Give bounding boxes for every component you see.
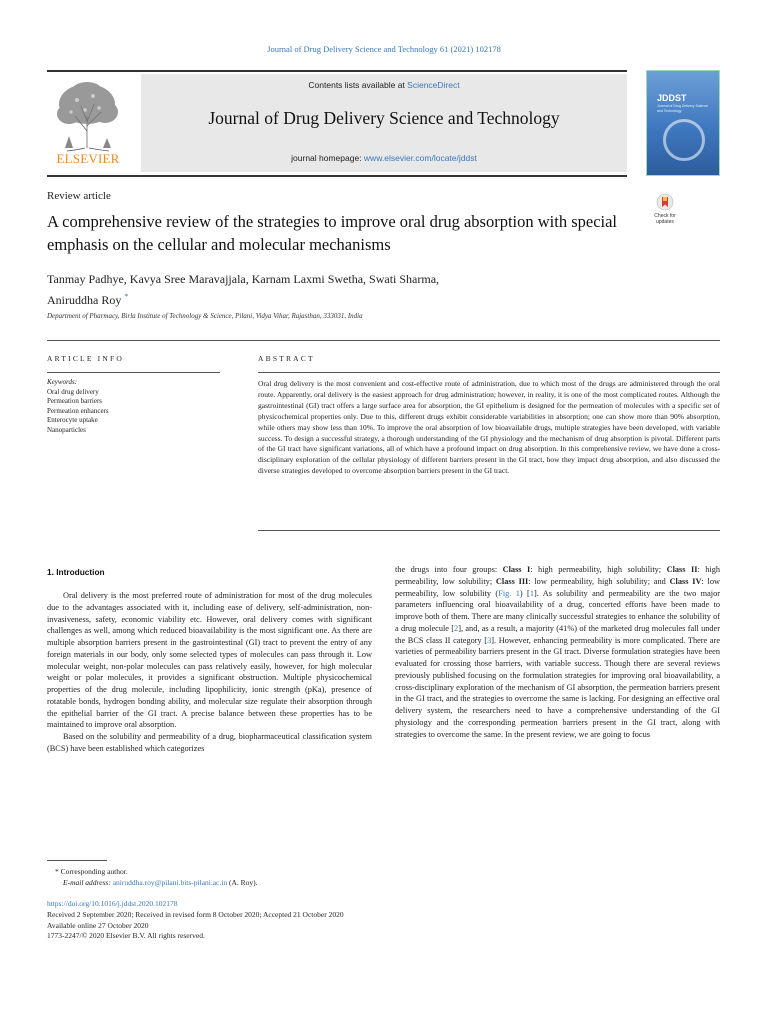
class-label: Class I bbox=[502, 565, 531, 574]
text-run: ]. As solubility and permeability are the two major parameters influencing oral bioavailability of a drug, concerted efforts have been made to improve both of them. There are many clinically successful strategies to enhance the solubility of a drug molecule [ bbox=[395, 588, 721, 633]
email-label: E-mail address: bbox=[63, 878, 111, 887]
text-run: ], and, as a result, a majority (41%) of the marketed drug molecules fall under the BCS class II category [ bbox=[395, 623, 720, 645]
class-label: Class III bbox=[495, 576, 529, 586]
received-dates: Received 2 September 2020; Received in revised form 8 October 2020; Accepted 21 October 2020 bbox=[47, 909, 344, 919]
email-note bbox=[47, 877, 697, 888]
journal-cover-thumbnail[interactable] bbox=[646, 70, 720, 176]
author-list bbox=[47, 270, 607, 309]
keyword: Oral drug delivery bbox=[47, 387, 99, 396]
keyword: Permeation enhancers bbox=[47, 406, 109, 415]
text-run: : low permeability, low solubility ( bbox=[395, 576, 720, 598]
homepage-line bbox=[141, 153, 627, 163]
corresponding-author-marker[interactable]: * bbox=[124, 292, 129, 301]
corresponding-label: Corresponding author. bbox=[60, 867, 128, 876]
article-title: A comprehensive review of the strategies to improve oral drug absorption with special emphasis on the cellular and molecular mechanisms bbox=[47, 212, 618, 254]
check-updates-label: Check for updates bbox=[654, 213, 676, 225]
keyword: Enterocyte uptake bbox=[47, 416, 98, 424]
sciencedirect-link[interactable]: ScienceDirect bbox=[407, 80, 460, 90]
article-type: Review article bbox=[47, 190, 111, 202]
keyword: Permeation barriers bbox=[47, 397, 103, 405]
cover-graphic bbox=[663, 119, 705, 161]
footnote-marker: * bbox=[55, 867, 59, 876]
authors-line-1: Tanmay Padhye, Kavya Sree Maravajjala, Karnam Laxmi Swetha, Swati Sharma, bbox=[47, 272, 440, 286]
copyright: 1773-2247/© 2020 Elsevier B.V. All rights reserved. bbox=[47, 931, 205, 941]
text-run: : high permeability, high solubility; bbox=[530, 565, 667, 574]
text-run: ]. However, enhancing permeability is more complicated. There are varieties of permeability barriers present in the GI tract. Diverse formulation strategies have been evaluated for crossing those barriers, with variable success. Though there are several reviews previously published focusing on the formulation strategies for improving oral bioavailability, a cross-disciplinary exploration of the mechanism of GI absorption, the permeation barriers present in the GI tract, and the strategies to overcome the same is lacking. For designing an effective oral delivery system, the researchers need to have a comprehensive understanding of the GI physiology and the corresponding permeation barriers present in the GI tract, along with strategies to overcome the same. In the present review, we are going to focus bbox=[395, 635, 720, 739]
article-info-heading: ARTICLE INFO bbox=[47, 354, 124, 363]
figure-link[interactable]: Fig. 1 bbox=[498, 588, 520, 598]
abstract-text: Oral drug delivery is the most convenient and cost-effective route of administration, due to which most of the drugs are administered through the oral route. Apparently, oral delivery is the easiest approach for drug administration; however, in reality, it is one of the most complicated routes. Although the gastrointestinal (GI) tract offers a large surface area for absorption, the GI epithelium is designed for the permeation of molecules with a specific set of physicochemical properties only. Due to this, different drugs exhibit considerable variabilities in absorption; one can show more than 90% absorption, while others may show less than 10%. To improve the oral absorption of low bioavailable drugs, multiple strategies have been developed, with variable success. To design a successful strategy, a thorough understanding of the GI physiology and the mechanism of drug absorption is pivotal. Different parts of the GI tract have significant variations, all of which have a profound impact on drug absorption. In this comprehensive review, we have done a cross-disciplinary exploration of the cellular physiology of different barriers present in the GI tract, how they impact drug absorption, and also discussed the diverse strategies developed to overcome absorption barriers present in the GI tract. bbox=[258, 379, 720, 476]
corresponding-note bbox=[47, 866, 697, 877]
footnote-rule bbox=[47, 860, 107, 861]
affiliation: Department of Pharmacy, Birla Institute of Technology & Science, Pilani, Vidya Vihar, Rajasthan, 333031, India bbox=[47, 312, 363, 320]
body-right-column bbox=[395, 564, 720, 740]
reference-link[interactable]: 2 bbox=[454, 623, 459, 633]
keywords-block bbox=[47, 378, 227, 435]
reference-link[interactable]: 3 bbox=[487, 635, 492, 645]
body-paragraph bbox=[395, 564, 720, 740]
doi-link[interactable]: https://doi.org/10.1016/j.jddst.2020.102178 bbox=[47, 899, 178, 908]
journal-citation: Journal of Drug Delivery Science and Technology 61 (2021) 102178 bbox=[267, 44, 501, 54]
cover-title: JDDST bbox=[657, 93, 687, 103]
available-online: Available online 27 October 2020 bbox=[47, 920, 149, 930]
class-label: Class II bbox=[666, 565, 698, 574]
homepage-prefix: journal homepage: bbox=[291, 153, 364, 163]
text-run: ) [ bbox=[519, 588, 530, 598]
text-run: the drugs into four groups: bbox=[395, 565, 503, 574]
section-heading-introduction: 1. Introduction bbox=[47, 567, 105, 577]
header-rule-top bbox=[47, 70, 627, 72]
footnotes bbox=[47, 866, 697, 888]
bookmark-ribbon-icon bbox=[656, 193, 674, 213]
contents-prefix: Contents lists available at bbox=[308, 80, 408, 90]
publication-info bbox=[47, 899, 697, 942]
email-link[interactable]: aniruddha.roy@pilani.bits-pilani.ac.in bbox=[112, 878, 228, 887]
email-suffix: (A. Roy). bbox=[228, 878, 258, 887]
header-rule-bottom bbox=[47, 175, 627, 177]
abstract-rule bbox=[258, 372, 720, 373]
journal-homepage-link[interactable]: www.elsevier.com/locate/jddst bbox=[363, 153, 477, 163]
elsevier-wordmark: ELSEVIER bbox=[56, 151, 120, 166]
contents-line bbox=[141, 80, 627, 90]
authors-line-2 bbox=[47, 288, 607, 309]
keywords-label: Keywords: bbox=[47, 378, 78, 386]
text-run: : high permeability, low solubility; bbox=[395, 565, 721, 586]
abstract-bottom-rule bbox=[258, 530, 720, 531]
body-paragraph: Oral delivery is the most preferred route of administration for most of the drug molecules due to the advantages associated with it, including ease of delivery, self-administration, non-invasiveness, safety, economic viability etc. However, oral delivery comes with significant challenges as well, among which reduced bioavailability is the most significant one. As there are multiple absorption barriers present in the gastrointestinal (GI) tract to prevent the entry of any foreign materials in our body, only some selected types of molecules can pass through it. Low molecular weight, non-polar molecules can pass relatively easily, however, for high molecular weight or polar molecules, it provides a significant obstruction. Multiple physicochemical properties of the drug molecule, including lipophilicity, ionic strength (pKa), presence of rotatable bonds, hydrogen bonding ability, and molecular size regulate their absorption through the epithelial barrier of the GI tract. A precise balance between these properties has to be maintained to improve oral absorption. bbox=[47, 591, 372, 730]
body-paragraph: Based on the solubility and permeability of a drug, biopharmaceutical classification system (BCS) have been established which categorizes bbox=[47, 732, 372, 753]
author-roy: Aniruddha Roy bbox=[47, 293, 122, 307]
cover-subtitle: Journal of Drug Delivery Science and Technology bbox=[657, 104, 708, 113]
reference-link[interactable]: 1 bbox=[529, 588, 534, 598]
journal-name: Journal of Drug Delivery Science and Technology bbox=[208, 108, 560, 128]
text-run: : low permeability, high solubility; and bbox=[528, 576, 670, 586]
body-left-column bbox=[47, 590, 372, 755]
article-info-rule bbox=[47, 372, 220, 373]
keyword: Nanoparticles bbox=[47, 425, 86, 434]
divider-top bbox=[47, 340, 720, 341]
class-label: Class IV bbox=[669, 576, 702, 586]
check-for-updates-button[interactable] bbox=[647, 193, 683, 231]
abstract-heading: ABSTRACT bbox=[258, 354, 315, 363]
